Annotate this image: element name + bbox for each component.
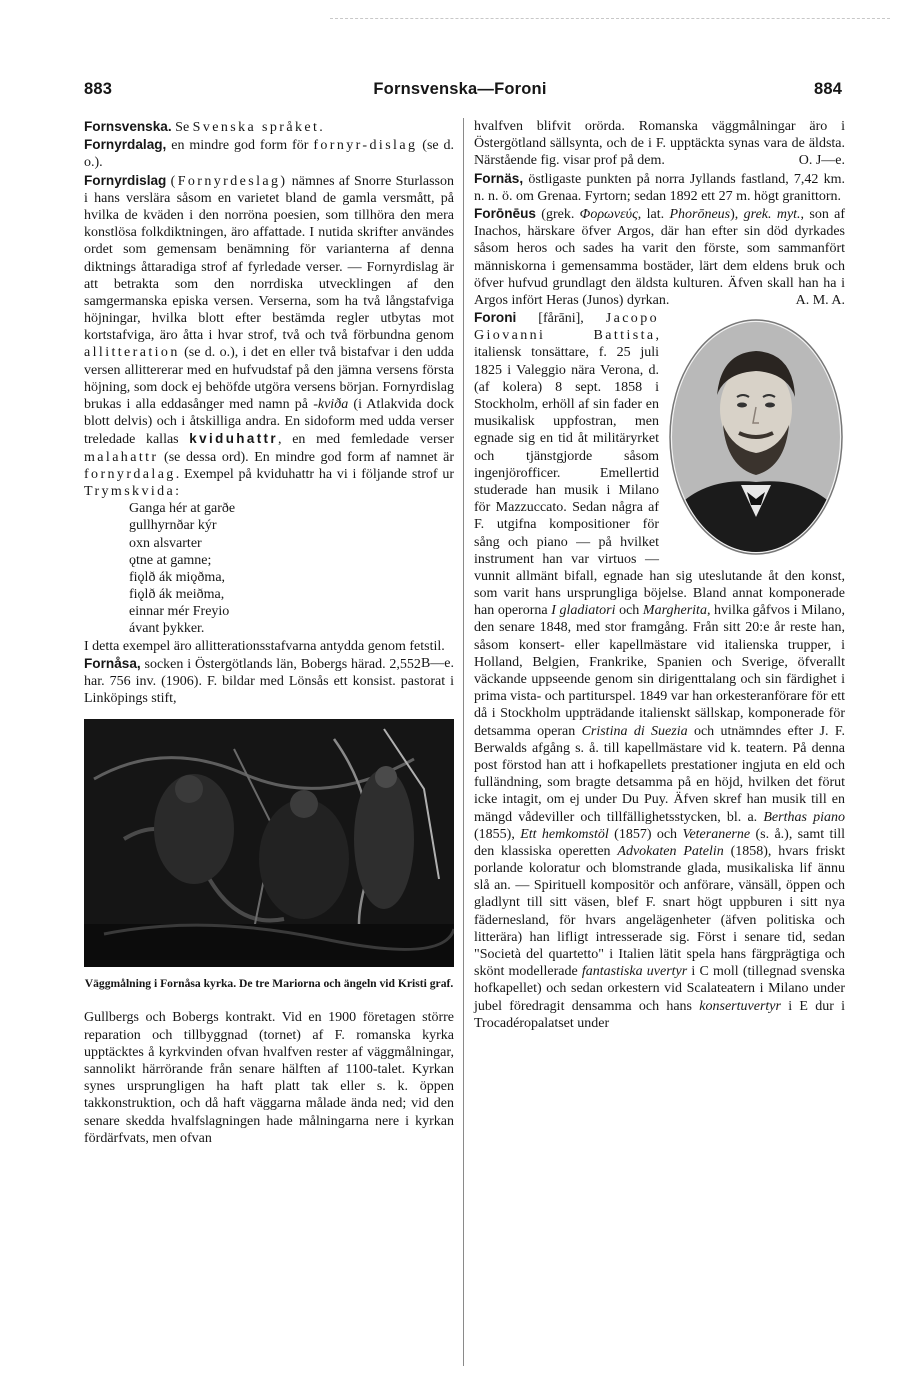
entry-headword: Fornåsa, [84,655,141,671]
entry-headword: Fornyrdislag [84,172,167,188]
author-signature: B—e. [420,655,454,671]
entry-fornasa-continued: Gullbergs och Bobergs kontrakt. Vid en 1900 företagen större reparation och tillbyggnad (tornet) af F. romanska kyrka upptäcktes å kyrkvinden ofvan hvalfven rester af väggmålningar, sannolikt härrörande från senare hälften af 1100-talet. Kyrkan synes ursprungligen ha haft platt tak eller s. k. öppen takkonstruktion, och då haft väggarna målade ända ned; vid den senare skedda hvalfslagningen hade målningarna nere i kyrkan fördärfvats, men ofvan [84,1010,454,1146]
author-signature: A. M. A. [795,292,845,308]
entry-fornasa-end: hvalfven blifvit orörda. Romanska väggmålningar äro i Östergötland sällsynta, och de i F. upptäckta synas vara de äldsta. Närstående fig. visar prof på dem. O. J—e. [474,119,845,169]
page-number-right: 884 [814,80,843,98]
cross-reference: dislag [369,138,418,154]
entry-fornyrdislag-note: I detta exempel äro allitterationsstafvarna antydda genom fetstil. B—e. [84,638,454,671]
entry-headword: Fornäs, [474,170,524,186]
verse-line: fiǫlð ák meiðma, [129,587,225,603]
verse-line: Ganga hér at garðe [129,501,236,517]
column-divider [463,118,464,1366]
wall-painting-image [84,719,454,967]
verse-strophe [84,500,454,638]
entry-foroneus: Forōnēus (grek. Φορωνεύς, lat. Phorōneus), grek. myt., son af Inachos, härskare öfver Argos, där han efter sin död dyrkades såsom heros och sades ha varit den förste, som sammanfört människorna i gemensamma bostäder, lärt dem eldens bruk och öfver hufvud grundlagt den äldsta kulturen. Äfven skall han ha i Argos infört Heras (Junos) dyrkan. A. M. A. [474,205,846,308]
verse-line: fiǫlð ák miǫðma, [129,569,226,585]
foroni-portrait [667,317,845,557]
author-signature: O. J—e. [798,153,845,169]
cross-reference: fornyr- [313,138,370,154]
cross-reference: Svenska språket. [192,120,326,135]
running-title: Fornsvenska—Foroni [373,80,547,98]
entry-headword: Foroni [474,310,517,326]
entry-headword: Fornsvenska. [84,119,172,134]
wall-painting-figure [84,719,454,967]
verse-line: ávant þykker. [129,621,205,637]
entry-fornasa: Fornåsa, socken i Östergötlands län, Bobergs härad. 2,552 har. 756 inv. (1906). F. bildar med Lönsås ett konsist. pastorat i Linköpings stift, [84,655,454,707]
verse-line: einnar mér Freyio [129,604,230,620]
portrait-image [667,317,845,557]
entry-fornyrdalag: Fornyrdalag, en mindre god form för fornyr-dislag (se d. o.). [84,137,455,171]
left-column [84,118,454,1147]
verse-line: gullhyrnðar kýr [129,518,217,534]
right-column [474,118,845,1032]
entry-fornas: Fornäs, östligaste punkten på norra Jyllands fastland, 7,42 km. n. n. ö. om Grenaa. Fyrtorn; sedan 1892 ett 27 m. högt granittorn. [474,170,846,204]
entry-fornyrdislag: Fornyrdislag (Fornyrdeslag) nämnes af Snorre Sturlasson i hans verslära såsom en varietet bland de gamla versmått, på hvilka de kväden i den norröna poesien, som tillhöra den mera konstlösa folkdiktningen, äro affattade. I nutida skrifter användes ordet som gemensam benämning för varianterna af denna diktnings åttaradiga strof af fyrledade verser. — Fornyrdislag är att betrakta som den norrdiska utvecklingen af den samgermanska episka versen. Verserna, som ha två långstafviga höjningar, hvilka blott efter bestämda regler utbytas mot kortstafviga, äro åtta i hvar strof, två och två förbundna genom allitteration (se d. o.), i det en eller två bistafvar i den udda versen allittererar med en hufvudstaf på den jämna versens första höjning, som dock ej behöfde utgöra versens början. Fornyrdislag brukas i alla eddasånger med namn på -kviða (i Atlakvida dock blott delvis) och i åtskilliga andra. En sidoform med udda verser treledade kallas kviduhattr, en med femledade verser malahattr (se dessa ord). En mindre god form af namnet är fornyrdalag. Exempel på kviduhattr ha vi i följande strof ur Trymskvida: [84,172,455,499]
entry-headword: Forōnēus [474,205,536,221]
figure-caption: Väggmålning i Fornåsa kyrka. De tre Mariorna och ängeln vid Kristi graf. [84,977,454,991]
verse-line: ǫtne at gamne; [129,552,212,568]
entry-fornsvenska: Fornsvenska. Se Svenska språket. [84,119,326,135]
scan-edge-line [330,18,890,19]
entry-foroni: Foroni [fårāni], Jacopo Giovanni Battista, italiensk tonsättare, f. 25 juli 1825 i Valeggio nära Verona, d. (af kolera) 8 sept. 1858 i Stockholm, erhöll af sin fader en musikalisk uppfostran, men egnade sig en tid åt militäryrket och tjänstgjorde såsom ingenjörofficer. Emellertid studerade han musik i Milano för Mazzuccato. Sedan några af F. utgifna kompositioner för sång och piano — på hvilket instrument han var virtuos — vunnit allmänt bifall, egnade han sig uteslutande åt den konst, som varit hans ursprungliga böjelse. Bland annat komponerade han operorna I gladiatori och Margherita, hvilka gåfvos i Milano, den senare 1848, med stor framgång. Från sitt 20:e år reste han, såsom konsert- eller kapellmästare vid italienska trupper, i Holland, Belgien, Frankrike, Spanien och Sverige, öfverallt väckande uppseende genom sin dirigenttalang och sin färdighet i prima vista- och partiturspel. 1849 var han orkesteranförare för ett då i Stockholm uppträdande italienskt sällskap, komponerade för detsamma operan Cristina di Suezia och utnämndes efter J. F. Berwalds afgång s. å. till kapellmästare vid k. teatern. På denna post förstod han att i hofkapellets prestationer ingjuta en eld och fulländning, som bragte detsamma på en höjd, hvilken det förut icke intagit, om ej under Du Puy. Äfven skref han musik till en mängd vådeviller och tillfällighetsstycken, bl. a. Berthas piano (1855), Ett hemkomstöl (1857) och Veteranerne (s. å.), samt till den klassiska operetten Advokaten Patelin (1858), hvars friskt porlande koloratur och blomstrande glada, musikaliska lif ännu slå an. — Spirituell kompositör och anförare, vänsäll, öppen och gladlynt till sitt väsen, blef F. snart högt uppburen i sitt nya fädernesland, för hvars angelägenheter (äfven politiska och litterära) han lifligt intresserade sig. Först i senare tid, sedan "Società del quartetto" i Italien lätit spela hans färgprägtiga och skönt modellerade fantastiska uvertyr i C moll (tillegnad svenska hofkapellet) och sedan orkestern vid Scalateatern i Milano under jubel föredragit densamma och hans konsertuvertyr i E dur i Trocadéropalatset under [474,310,846,1031]
entry-headword: Fornyrdalag, [84,137,167,153]
page-number-left: 883 [84,80,113,98]
verse-line: oxn alsvarter [129,535,202,551]
